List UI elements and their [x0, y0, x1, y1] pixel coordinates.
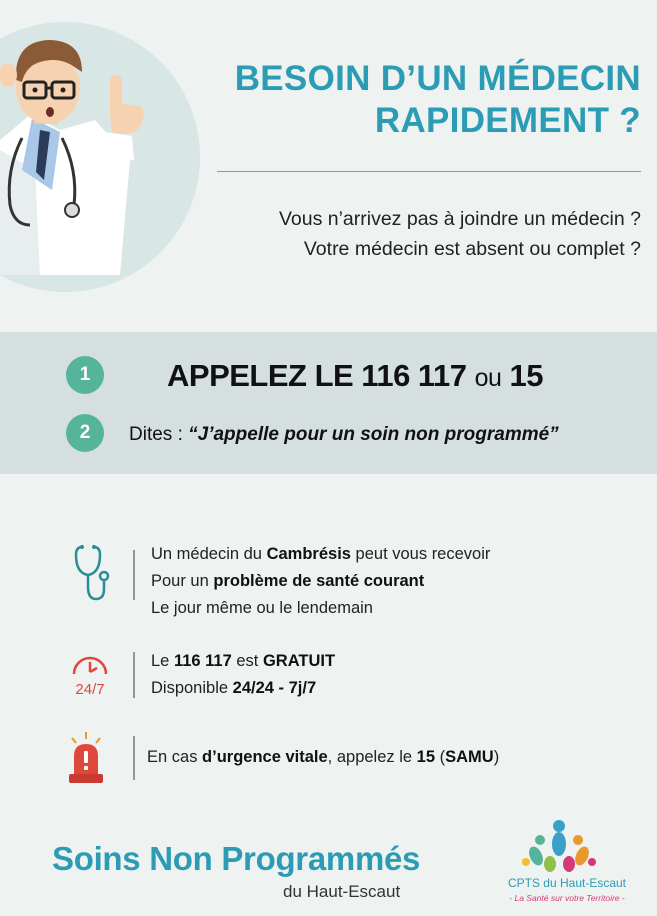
question-1: Vous n’arrivez pas à joindre un médecin ?: [278, 208, 641, 230]
question-2: Votre médecin est absent ou complet ?: [303, 238, 641, 260]
questions: [279, 204, 641, 264]
info-2-line-2: [151, 675, 335, 702]
alarm-light-icon: [66, 730, 106, 788]
info-3-c: , appelez le: [327, 748, 417, 766]
footer-title: Soins Non Programmés: [52, 840, 421, 877]
step-1-text: [167, 358, 543, 394]
steps-band: [0, 332, 657, 474]
info-3-a: En cas: [147, 748, 203, 766]
info-3-line-1: [147, 744, 499, 771]
footer-subtitle: du Haut-Escaut: [283, 882, 401, 901]
logo-tagline: - La Santé sur votre Territoire -: [509, 893, 625, 903]
info-2-line-1: [151, 648, 335, 675]
step-2-badge: 2: [66, 414, 104, 452]
logo-name: CPTS du Haut-Escaut: [507, 876, 627, 890]
clock-24-7-icon: [66, 654, 114, 696]
clock-icon-label: 24/7: [75, 681, 105, 696]
info-2-line-1-b: 116 117: [173, 652, 232, 670]
info-3-divider: [133, 736, 135, 780]
info-1-line-1-a: Un médecin du: [151, 545, 267, 563]
stethoscope-icon: [74, 543, 110, 605]
cpts-logo-icon: [520, 818, 598, 876]
info-1-line-1-c: peut vous recevoir: [350, 545, 491, 563]
info-1-line-2-b: problème de santé courant: [213, 572, 425, 590]
info-1-line-3: Le jour même ou le lendemain: [151, 599, 373, 617]
info-1-line-1: [151, 541, 490, 568]
info-block-2: [151, 648, 335, 702]
step-2-text: [129, 424, 559, 446]
step-1-main: APPELEZ LE 116 117: [167, 358, 467, 393]
info-2-line-2-b: 24/24 - 7j/7: [232, 679, 317, 697]
info-1-divider: [133, 550, 135, 600]
info-3-g: ): [493, 748, 500, 766]
info-block-1: [151, 541, 490, 622]
page-title: [201, 58, 641, 142]
title-line-2: RAPIDEMENT ?: [374, 101, 641, 140]
info-2-line-1-c: est: [231, 652, 263, 670]
doctor-illustration: [0, 20, 175, 275]
info-1-line-2: [151, 568, 490, 595]
step-2-quote: “J’appelle pour un soin non programmé”: [188, 424, 559, 445]
info-3-d: 15: [416, 748, 436, 766]
step-2-prefix: Dites :: [129, 424, 183, 445]
info-2-line-1-d: GRATUIT: [262, 652, 336, 670]
info-block-3: [147, 744, 499, 771]
info-2-line-2-a: Disponible: [151, 679, 233, 697]
step-1-badge: 1: [66, 356, 104, 394]
info-1-line-1-b: Cambrésis: [266, 545, 351, 563]
info-2-line-1-a: Le: [151, 652, 174, 670]
info-3-e: (: [435, 748, 446, 766]
info-1-line-2-a: Pour un: [151, 572, 214, 590]
info-2-divider: [133, 652, 135, 698]
step-1-ou: ou: [474, 364, 502, 392]
title-line-1: BESOIN D’UN MÉDECIN: [234, 59, 641, 98]
info-3-f: SAMU: [445, 748, 494, 766]
info-3-b: d’urgence vitale: [202, 748, 328, 766]
step-1-end: 15: [509, 358, 543, 393]
title-divider: [217, 171, 641, 172]
